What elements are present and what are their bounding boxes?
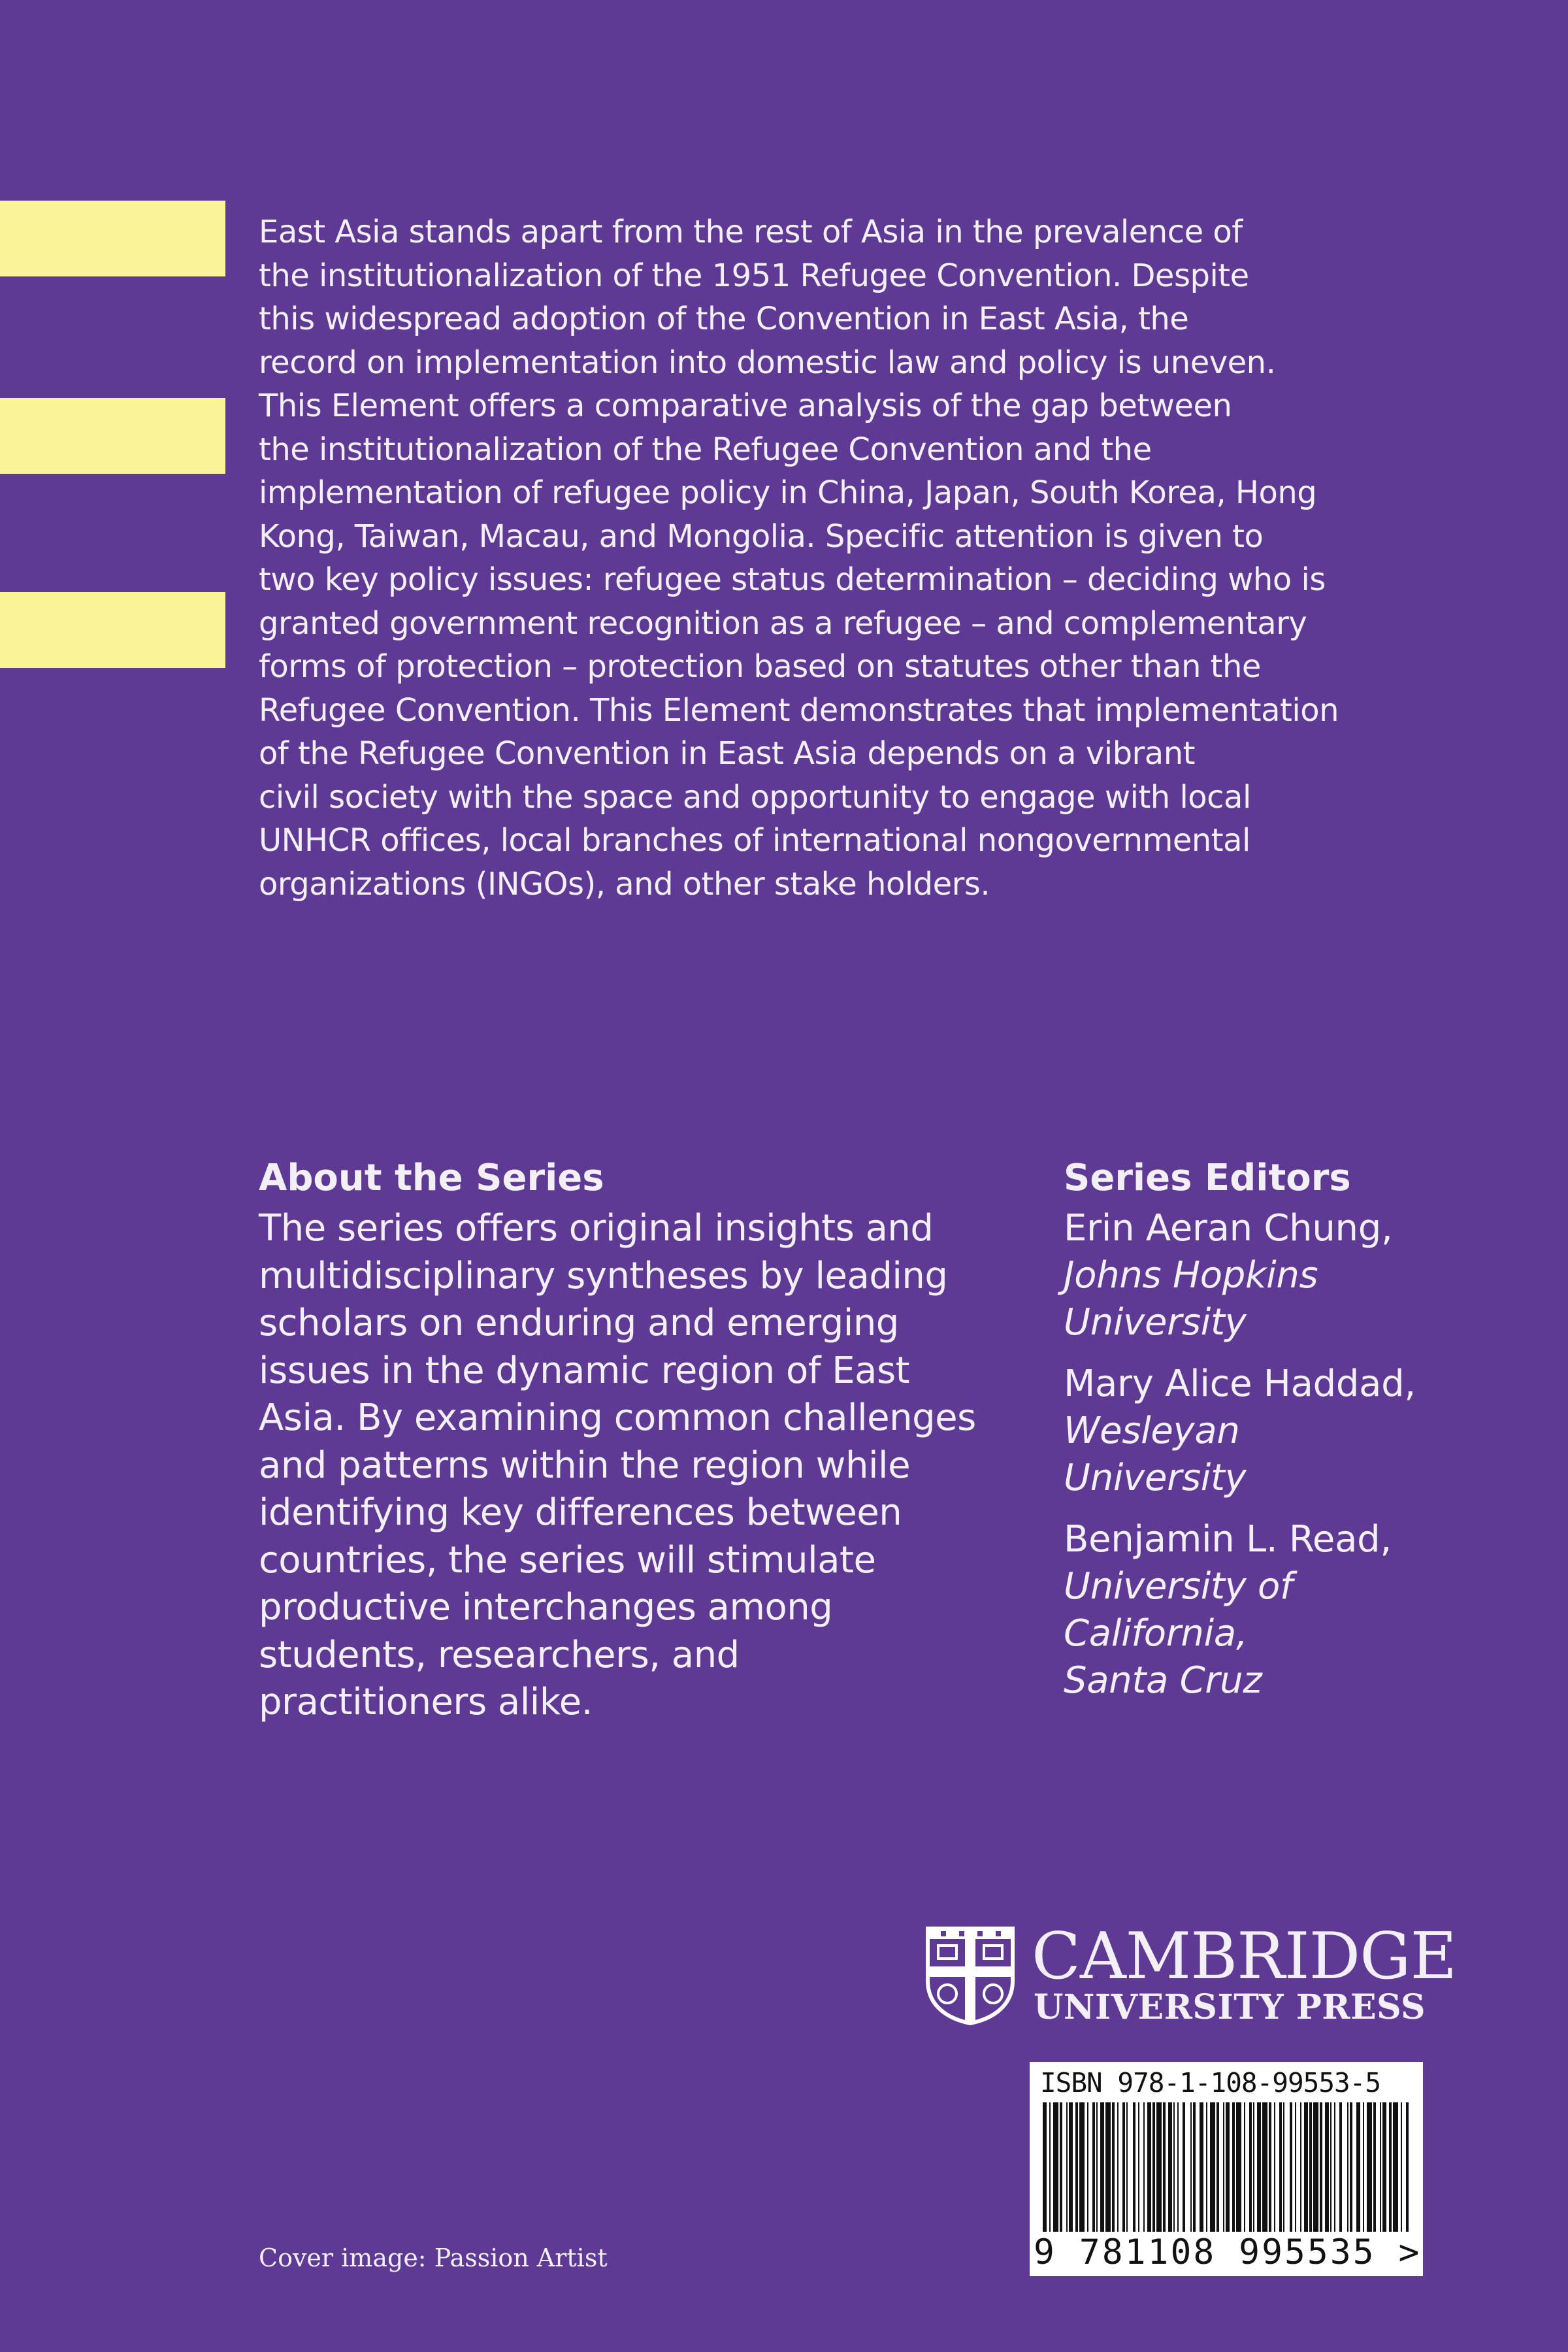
- barcode-bar: [1087, 2102, 1088, 2232]
- barcode-bar: [1325, 2102, 1329, 2232]
- blurb-line: East Asia stands apart from the rest of Asia in the prevalence of: [259, 214, 1243, 250]
- accent-bar-top: [0, 201, 225, 276]
- blurb-line: implementation of refugee policy in China, Japan, South Korea, Hong: [259, 474, 1317, 511]
- barcode-bar: [1075, 2102, 1078, 2232]
- barcode-bar: [1382, 2102, 1386, 2232]
- barcode-bar: [1138, 2102, 1139, 2232]
- blurb-line: civil society with the space and opportunity to engage with local: [259, 778, 1251, 816]
- barcode-bar: [1367, 2102, 1372, 2232]
- barcode-bar: [1339, 2102, 1342, 2232]
- blurb-line: the institutionalization of the 1951 Refugee Convention. Despite: [259, 257, 1249, 294]
- editor-name: Benjamin L. Read,: [1064, 1518, 1392, 1561]
- barcode-bar: [1200, 2102, 1203, 2232]
- barcode-bar: [1406, 2102, 1409, 2232]
- about-the-series: [259, 1157, 1010, 1727]
- blurb-line: granted government recognition as a refugee – and complementary: [259, 605, 1307, 642]
- editor-entry: [1064, 1361, 1547, 1502]
- editor-entry: [1064, 1516, 1547, 1704]
- accent-bar-bottom: [0, 592, 225, 668]
- barcode-bar: [1290, 2102, 1292, 2232]
- blurb-line: Refugee Convention. This Element demonstrates that implementation: [259, 691, 1339, 729]
- barcode-bar: [1190, 2102, 1192, 2232]
- barcode-bar: [1393, 2102, 1398, 2232]
- barcode-bar: [1223, 2102, 1224, 2232]
- barcode-bar: [1069, 2102, 1073, 2232]
- about-series-line: scholars on enduring and emerging: [259, 1302, 899, 1344]
- blurb-line: This Element offers a comparative analysis of the gap between: [259, 388, 1232, 424]
- about-series-line: productive interchanges among: [259, 1586, 833, 1629]
- blurb-line: this widespread adoption of the Convention in East Asia, the: [259, 301, 1189, 337]
- barcode-bar: [1334, 2102, 1335, 2232]
- editor-affiliation-line: University: [1064, 1457, 1247, 1499]
- barcode-bar: [1066, 2102, 1068, 2232]
- barcode-bar: [1143, 2102, 1145, 2232]
- about-series-line: identifying key differences between: [259, 1491, 902, 1534]
- barcode-bar: [1117, 2102, 1119, 2232]
- book-blurb: [259, 210, 1428, 906]
- barcode-bar: [1320, 2102, 1322, 2232]
- barcode-bar: [1226, 2102, 1230, 2232]
- barcode-bar: [1147, 2102, 1151, 2232]
- barcode-bar: [1105, 2102, 1111, 2232]
- barcode-digits: 9 781108 995535 >: [1034, 2232, 1422, 2272]
- barcode-bar: [1257, 2102, 1261, 2232]
- about-series-line: Asia. By examining common challenges: [259, 1397, 976, 1439]
- barcode-bar: [1269, 2102, 1271, 2232]
- barcode-bar: [1152, 2102, 1155, 2232]
- accent-bar-middle: [0, 398, 225, 474]
- barcode-bar: [1079, 2102, 1085, 2232]
- blurb-line: the institutionalization of the Refugee Convention and the: [259, 431, 1152, 468]
- cambridge-crest-icon: [925, 1926, 1015, 2025]
- barcode-bar: [1210, 2102, 1215, 2232]
- editor-affiliation-line: University: [1064, 1301, 1247, 1344]
- barcode-bar: [1122, 2102, 1125, 2232]
- barcode-bar: [1183, 2102, 1185, 2232]
- barcode-bar: [1168, 2102, 1172, 2232]
- publisher-subname: UNIVERSITY PRESS: [1034, 1987, 1426, 2027]
- barcode-bar: [1232, 2102, 1235, 2232]
- barcode-bar: [1249, 2102, 1252, 2232]
- barcode-bar: [1304, 2102, 1308, 2232]
- blurb-line: record on implementation into domestic law and policy is uneven.: [259, 344, 1276, 381]
- publisher-name: CAMBRIDGE: [1032, 1919, 1457, 1994]
- about-series-line: countries, the series will stimulate: [259, 1538, 876, 1582]
- blurb-line: UNHCR offices, local branches of international nongovernmental: [259, 822, 1250, 859]
- barcode-bar: [1133, 2102, 1135, 2232]
- barcode-bar: [1347, 2102, 1348, 2232]
- about-series-line: practitioners alike.: [259, 1681, 593, 1723]
- barcode-bar: [1330, 2102, 1331, 2232]
- editor-name: Erin Aeran Chung,: [1064, 1207, 1393, 1250]
- editor-affiliation-line: Santa Cruz: [1064, 1659, 1262, 1702]
- series-editors-title: Series Editors: [1064, 1157, 1351, 1199]
- barcode-bar: [1244, 2102, 1245, 2232]
- barcode-bar: [1262, 2102, 1267, 2232]
- barcode-bar: [1173, 2102, 1175, 2232]
- editor-entry: [1064, 1205, 1547, 1346]
- publisher-logo: [925, 1919, 1457, 2028]
- barcode-bar: [1049, 2102, 1051, 2232]
- barcode-bar: [1156, 2102, 1162, 2232]
- editor-affiliation-line: California,: [1064, 1612, 1248, 1655]
- barcode-bar: [1163, 2102, 1166, 2232]
- barcode-bar: [1295, 2102, 1296, 2232]
- barcode-bar: [1126, 2102, 1128, 2232]
- isbn-barcode: [1030, 2062, 1423, 2276]
- barcode-bar: [1206, 2102, 1207, 2232]
- barcode-bars: [1043, 2102, 1409, 2232]
- barcode-bar: [1356, 2102, 1360, 2232]
- barcode-bar: [1096, 2102, 1098, 2232]
- barcode-bar: [1309, 2102, 1312, 2232]
- barcode-bar: [1373, 2102, 1376, 2232]
- blurb-line: two key policy issues: refugee status determination – deciding who is: [259, 561, 1326, 598]
- barcode-bar: [1043, 2102, 1047, 2232]
- blurb-line: Kong, Taiwan, Macau, and Mongolia. Specific attention is given to: [259, 518, 1264, 555]
- editor-affiliation-line: University of: [1064, 1565, 1293, 1608]
- blurb-line: of the Refugee Convention in East Asia depends on a vibrant: [259, 735, 1195, 772]
- barcode-bar: [1279, 2102, 1282, 2232]
- barcode-bar: [1401, 2102, 1402, 2232]
- barcode-bar: [1389, 2102, 1392, 2232]
- barcode-bar: [1363, 2102, 1364, 2232]
- barcode-bar: [1060, 2102, 1062, 2232]
- barcode-bar: [1274, 2102, 1275, 2232]
- barcode-bar: [1313, 2102, 1318, 2232]
- barcode-bar: [1350, 2102, 1352, 2232]
- about-series-line: multidisciplinary syntheses by leading: [259, 1254, 948, 1297]
- barcode-bar: [1053, 2102, 1058, 2232]
- barcode-bar: [1092, 2102, 1095, 2232]
- editor-name: Mary Alice Haddad,: [1064, 1363, 1416, 1405]
- barcode-bar: [1100, 2102, 1104, 2232]
- series-editors: [1064, 1157, 1547, 1719]
- barcode-bar: [1236, 2102, 1241, 2232]
- barcode-bar: [1380, 2102, 1381, 2232]
- blurb-line: forms of protection – protection based on statutes other than the: [259, 648, 1261, 685]
- editor-affiliation-line: Johns Hopkins: [1064, 1254, 1318, 1297]
- barcode-bar: [1177, 2102, 1179, 2232]
- cover-image-credit: Cover image: Passion Artist: [259, 2244, 608, 2272]
- about-series-title: About the Series: [259, 1157, 604, 1199]
- isbn-label: ISBN 978-1-108-99553-5: [1040, 2067, 1381, 2098]
- barcode-bar: [1253, 2102, 1254, 2232]
- blurb-line: organizations (INGOs), and other stake holders.: [259, 865, 990, 903]
- about-series-line: issues in the dynamic region of East: [259, 1349, 910, 1392]
- barcode-bar: [1193, 2102, 1196, 2232]
- barcode-bar: [1283, 2102, 1284, 2232]
- about-series-text: [259, 1205, 1010, 1727]
- barcode-bar: [1217, 2102, 1219, 2232]
- editor-affiliation-line: Wesleyan: [1064, 1410, 1240, 1452]
- about-series-line: and patterns within the region while: [259, 1444, 911, 1487]
- barcode-bar: [1300, 2102, 1301, 2232]
- about-series-line: The series offers original insights and: [259, 1207, 934, 1250]
- barcode-bar: [1112, 2102, 1115, 2232]
- about-series-line: students, researchers, and: [259, 1633, 740, 1676]
